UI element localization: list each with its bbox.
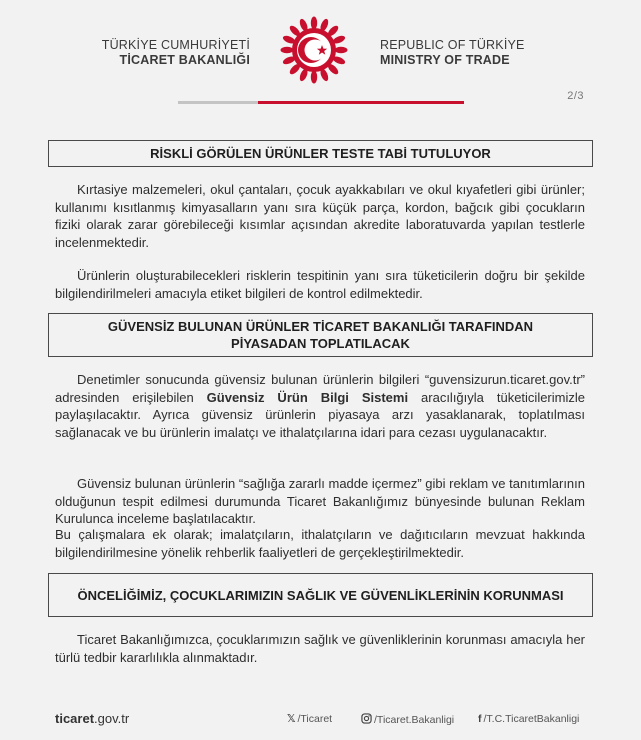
- website-link[interactable]: [55, 711, 129, 726]
- paragraph-testing: Kırtasiye malzemeleri, okul çantaları, çocuk ayakkabıları ve okul kıyafetleri gibi ürünler; kullanımı kısıtlanmış kimyasalların yanı sıra küçük parça, kordon, bağcık gibi çocukların fiziki olarak zarar görebileceği kısımlar açısından akredite laboratuvarda yapılan testlerle incelenmektedir.: [55, 182, 585, 250]
- x-link[interactable]: [287, 713, 332, 725]
- logo-petal: [335, 47, 348, 53]
- ministry-name-en-line1: REPUBLIC OF TÜRKİYE: [380, 38, 525, 52]
- logo-petal: [311, 71, 317, 84]
- paragraph-measures: Ticaret Bakanlığımızca, çocuklarımızın sağlık ve güvenliklerinin korunması amacıyla her türlü tedbir kararlılıkla alınmaktadır.: [55, 632, 585, 665]
- paragraph-unsafe-part1: Denetimler sonucunda güvensiz bulunan ürünlerin bilgileri “guvensizurun.ticaret.gov.tr” adresinden erişilebilen: [55, 372, 585, 405]
- ministry-name-tr-line1: TÜRKİYE CUMHURİYETİ: [101, 38, 250, 52]
- instagram-link[interactable]: [361, 713, 454, 726]
- ministry-name-tr-line2: TİCARET BAKANLIĞI: [119, 53, 250, 67]
- section-title-unsafe-products: GÜVENSİZ BULUNAN ÜRÜNLER TİCARET BAKANLIĞI TARAFINDAN PİYASADAN TOPLATILACAK: [48, 313, 593, 357]
- paragraph-unsafe-part2: aracılığıyla tüketicilerimizle paylaşılacaktır. Ayrıca güvensiz ürünlerin piyasaya arzı yasaklanarak, toplatılması sağlanacak ve bu ürünlerin imalatçı ve ithalatçılarına idari para cezası uygulanacaktır.: [55, 389, 585, 440]
- x-handle: /Ticaret: [297, 713, 333, 725]
- website-domain-rest: .gov.tr: [94, 711, 130, 726]
- paragraph-label-check: Ürünlerin oluşturabilecekleri risklerin tespitinin yanı sıra tüketicilerin doğru bir şekilde bilgilendirilmeleri amacıyla etiket bilgileri de kontrol edilmektedir.: [55, 268, 585, 301]
- page-footer: [0, 705, 641, 735]
- paragraph-guidance: Bu çalışmalara ek olarak; imalatçıların, ithalatçıların ve dağıtıcıların mevzuat hakkında bilgilendirilmesine yönelik rehberlik faaliyetleri de gerçekleştirilmektedir.: [55, 527, 585, 560]
- x-icon: 𝕏: [287, 713, 296, 725]
- header-divider-accent: [258, 101, 464, 104]
- ministry-name-en-line2: MINISTRY OF TRADE: [380, 53, 510, 67]
- paragraph-unsafe-info-system: [55, 371, 585, 441]
- ministry-logo: [274, 10, 354, 90]
- header-divider: [178, 101, 464, 104]
- website-domain-bold: ticaret: [55, 711, 95, 726]
- logo-petal: [311, 17, 317, 30]
- section-title-children-safety: ÖNCELİĞİMİZ, ÇOCUKLARIMIZIN SAĞLIK VE GÜVENLİKLERİNİN KORUNMASI: [48, 573, 593, 617]
- page-number: 2/3: [567, 90, 584, 102]
- paragraph-advertising-board: Güvensiz bulunan ürünlerin “sağlığa zararlı madde içermez” gibi reklam ve tanıtımlarının olduğunun tespit edilmesi durumunda Ticaret Bakanlığımız bünyesinde bulunan Reklam Kurulunca inceleme başlatılacaktır.: [55, 476, 585, 526]
- instagram-handle: /Ticaret.Bakanligi: [374, 714, 455, 726]
- facebook-icon: f: [478, 713, 482, 725]
- logo-petal: [281, 47, 294, 53]
- unsafe-product-system-name: Güvensiz Ürün Bilgi Sistemi: [206, 389, 409, 405]
- page-header: [0, 0, 641, 110]
- facebook-link[interactable]: [478, 713, 579, 725]
- ministry-name-tr: [102, 38, 250, 68]
- facebook-handle: /T.C.TicaretBakanligi: [483, 713, 580, 725]
- section-title-risky-products: RİSKLİ GÖRÜLEN ÜRÜNLER TESTE TABİ TUTULUYOR: [48, 140, 593, 167]
- ministry-name-en: [380, 38, 525, 68]
- instagram-icon: [361, 713, 372, 724]
